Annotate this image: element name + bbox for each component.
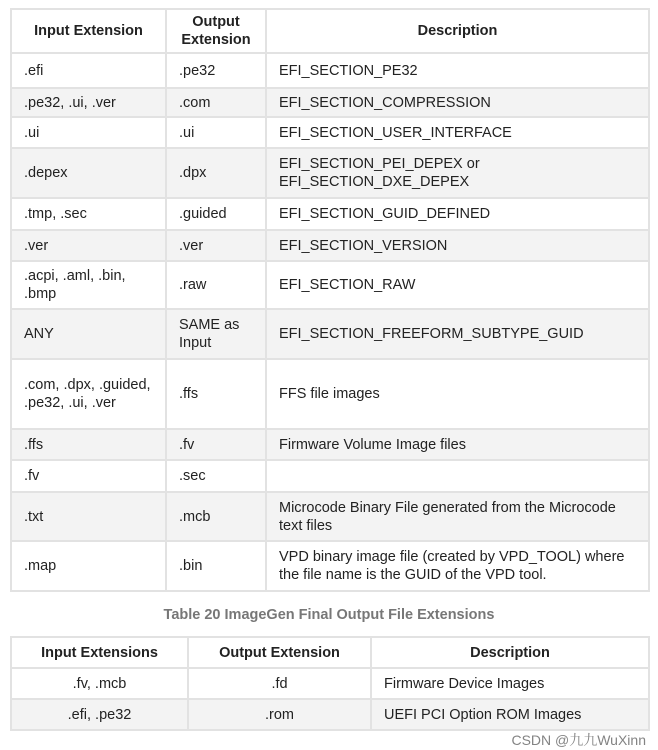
table-header-row [11, 637, 649, 668]
header-output-extension: Output Extension [166, 9, 266, 53]
description-cell: FFS file images [266, 359, 649, 429]
table-row [11, 198, 649, 230]
description-cell: EFI_SECTION_VERSION [266, 230, 649, 261]
table-row [11, 460, 649, 492]
final-output-extensions-table [10, 636, 650, 731]
input-extensions-cell: .efi, .pe32 [11, 699, 188, 730]
table-row [11, 261, 649, 309]
description-cell: Firmware Volume Image files [266, 429, 649, 460]
input-extension-cell: .ui [11, 117, 166, 148]
output-extension-cell: .rom [188, 699, 371, 730]
table-row [11, 53, 649, 88]
input-extension-cell: .map [11, 541, 166, 591]
output-extension-cell: .ffs [166, 359, 266, 429]
output-extension-cell: .pe32 [166, 53, 266, 88]
header-input-extension: Input Extension [11, 9, 166, 53]
output-extension-cell: .fv [166, 429, 266, 460]
output-extension-cell: SAME as Input [166, 309, 266, 359]
table-caption: Table 20 ImageGen Final Output File Extensions [163, 607, 495, 623]
output-extension-cell: .sec [166, 460, 266, 492]
description-cell [266, 460, 649, 492]
table-row [11, 117, 649, 148]
table-row [11, 492, 649, 541]
input-extension-cell: .ffs [11, 429, 166, 460]
input-extension-cell: .txt [11, 492, 166, 541]
table-row [11, 668, 649, 699]
table-row [11, 541, 649, 591]
input-extension-cell: .efi [11, 53, 166, 88]
description-cell: EFI_SECTION_GUID_DEFINED [266, 198, 649, 230]
table-row [11, 309, 649, 359]
input-extension-cell: .tmp, .sec [11, 198, 166, 230]
input-extension-cell: ANY [11, 309, 166, 359]
description-cell: EFI_SECTION_USER_INTERFACE [266, 117, 649, 148]
table-row [11, 88, 649, 117]
table-header-row [11, 9, 649, 53]
output-extension-cell: .bin [166, 541, 266, 591]
output-extension-cell: .raw [166, 261, 266, 309]
input-extensions-cell: .fv, .mcb [11, 668, 188, 699]
table-row [11, 148, 649, 198]
table-row [11, 359, 649, 429]
section-extensions-table [10, 8, 650, 592]
table-row [11, 429, 649, 460]
description-cell: VPD binary image file (created by VPD_TOOL) where the file name is the GUID of the VPD tool. [266, 541, 649, 591]
table-row [11, 230, 649, 261]
description-cell: EFI_SECTION_PE32 [266, 53, 649, 88]
input-extension-cell: .com, .dpx, .guided, .pe32, .ui, .ver [11, 359, 166, 429]
header-description: Description [266, 9, 649, 53]
header-output-extension: Output Extension [188, 637, 371, 668]
header-description: Description [371, 637, 649, 668]
description-cell: EFI_SECTION_RAW [266, 261, 649, 309]
output-extension-cell: .mcb [166, 492, 266, 541]
header-input-extensions: Input Extensions [11, 637, 188, 668]
input-extension-cell: .depex [11, 148, 166, 198]
output-extension-cell: .guided [166, 198, 266, 230]
description-cell: Firmware Device Images [371, 668, 649, 699]
output-extension-cell: .fd [188, 668, 371, 699]
input-extension-cell: .fv [11, 460, 166, 492]
output-extension-cell: .dpx [166, 148, 266, 198]
output-extension-cell: .com [166, 88, 266, 117]
description-cell: EFI_SECTION_FREEFORM_SUBTYPE_GUID [266, 309, 649, 359]
description-cell: EFI_SECTION_PEI_DEPEX or EFI_SECTION_DXE_DEPEX [266, 148, 649, 198]
input-extension-cell: .pe32, .ui, .ver [11, 88, 166, 117]
output-extension-cell: .ver [166, 230, 266, 261]
description-cell: EFI_SECTION_COMPRESSION [266, 88, 649, 117]
description-cell: Microcode Binary File generated from the Microcode text files [266, 492, 649, 541]
table-row [11, 699, 649, 730]
input-extension-cell: .acpi, .aml, .bin, .bmp [11, 261, 166, 309]
input-extension-cell: .ver [11, 230, 166, 261]
watermark: CSDN @九九WuXinn [511, 732, 646, 748]
description-cell: UEFI PCI Option ROM Images [371, 699, 649, 730]
output-extension-cell: .ui [166, 117, 266, 148]
